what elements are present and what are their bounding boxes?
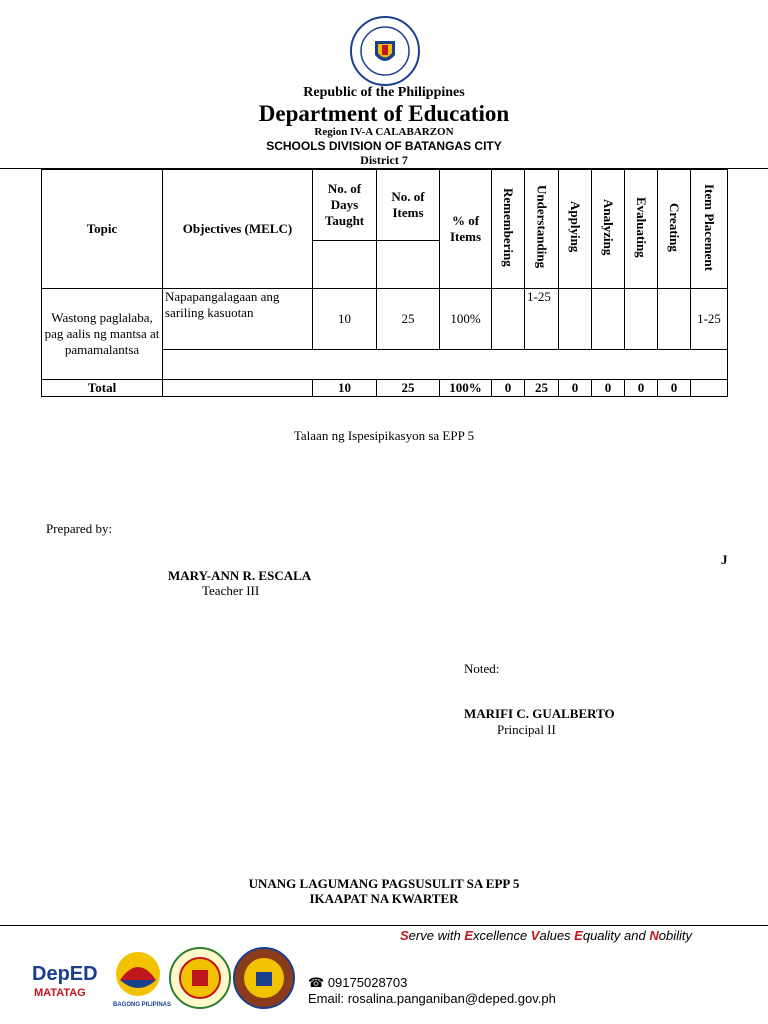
row-applying (559, 289, 592, 350)
motto-cap-1: S (400, 928, 409, 943)
svg-text:BAGONG PILIPINAS: BAGONG PILIPINAS (113, 1002, 172, 1008)
motto (400, 928, 692, 943)
header-analyzing: Analyzing (601, 198, 616, 256)
header-evaluating: Evaluating (634, 196, 649, 258)
header-topic: Topic (42, 170, 163, 289)
bagong-pilipinas-logo-icon (113, 952, 171, 1008)
email-address: Email: rosalina.panganiban@deped.gov.ph (308, 991, 556, 1006)
division-label: SCHOOLS DIVISION OF BATANGAS CITY (266, 139, 502, 153)
footer-divider (0, 925, 768, 926)
principal-position: Principal II (497, 722, 556, 737)
motto-rest-3: alues (539, 928, 575, 943)
header-days-blank (313, 241, 377, 289)
header-days: No. of Days Taught (313, 170, 377, 241)
motto-cap-3: V (530, 928, 540, 943)
motto-cap-4: E (574, 928, 583, 943)
row-items: 25 (377, 289, 440, 350)
total-label: Total (42, 380, 163, 397)
header-understanding: Understanding (534, 185, 550, 269)
header-creating-cell (658, 170, 691, 289)
header-remembering: Remembering (501, 187, 516, 267)
exam-quarter: IKAAPAT NA KWARTER (309, 891, 459, 906)
header-objectives: Objectives (MELC) (163, 170, 313, 289)
total-creating: 0 (658, 380, 691, 397)
division-seal-icon (170, 948, 230, 1008)
row-analyzing (592, 289, 625, 350)
specification-table (41, 169, 728, 397)
row-objective: Napapangalagaan ang sariling kasuotan (163, 289, 313, 350)
motto-cap-5: N (649, 928, 659, 943)
total-remembering: 0 (492, 380, 525, 397)
header-percent: % of Items (440, 170, 492, 289)
row-understanding: 1-25 (525, 289, 559, 350)
total-applying: 0 (559, 380, 592, 397)
header-understanding-cell (525, 170, 559, 289)
deped-matatag-logo-icon (32, 963, 98, 999)
preparer-name: MARY-ANN R. ESCALA (168, 568, 312, 583)
motto-rest-5: obility (658, 928, 692, 943)
table-caption: Talaan ng Ispesipikasyon sa EPP 5 (293, 428, 475, 443)
noted-label: Noted: (464, 661, 500, 676)
header-creating: Creating (667, 202, 682, 252)
header-applying-cell (559, 170, 592, 289)
exam-title: UNANG LAGUMANG PAGSUSULIT SA EPP 5 (248, 876, 520, 891)
row-topic: Wastong paglalaba, pag aalis ng mantsa at pamamalantsa (42, 289, 163, 380)
phone-icon: ☎ (308, 975, 325, 990)
motto-cap-2: E (464, 928, 473, 943)
deped-seal-icon (349, 15, 421, 87)
row-spacer (163, 350, 728, 380)
row-remembering (492, 289, 525, 350)
total-items: 25 (377, 380, 440, 397)
republic-label: Republic of the Philippines (303, 85, 465, 100)
header-placement: Item Placement (702, 183, 717, 271)
footer-logos (30, 944, 300, 1016)
phone-number (308, 975, 407, 991)
region-label: Region IV-A CALABARZON (314, 126, 454, 138)
row-percent: 100% (440, 289, 492, 350)
svg-text:MATATAG: MATATAG (34, 987, 86, 999)
margin-mark: J (721, 552, 728, 567)
total-percent: 100% (440, 380, 492, 397)
total-placement (691, 380, 728, 397)
prepared-by-label: Prepared by: (46, 521, 113, 536)
header-items: No. of Items (377, 170, 440, 241)
header-remembering-cell (492, 170, 525, 289)
total-analyzing: 0 (592, 380, 625, 397)
district-label: District 7 (360, 153, 408, 167)
header-placement-cell (691, 170, 728, 289)
principal-name: MARIFI C. GUALBERTO (464, 706, 615, 721)
total-days: 10 (313, 380, 377, 397)
row-placement: 1-25 (691, 289, 728, 350)
header-applying: Applying (568, 201, 583, 253)
header-items-blank (377, 241, 440, 289)
header-evaluating-cell (625, 170, 658, 289)
total-understanding: 25 (525, 380, 559, 397)
total-objective (163, 380, 313, 397)
district-seal-icon (234, 948, 294, 1008)
motto-rest-2: xcellence (472, 928, 531, 943)
motto-rest-4: quality and (582, 928, 650, 943)
motto-rest-1: erve with (408, 928, 465, 943)
svg-text:DepED: DepED (32, 963, 98, 985)
header-analyzing-cell (592, 170, 625, 289)
row-days: 10 (313, 289, 377, 350)
total-evaluating: 0 (625, 380, 658, 397)
row-evaluating (625, 289, 658, 350)
preparer-position: Teacher III (202, 583, 260, 598)
department-title: Department of Education (258, 101, 510, 126)
phone-value: 09175028703 (327, 975, 408, 990)
row-creating (658, 289, 691, 350)
